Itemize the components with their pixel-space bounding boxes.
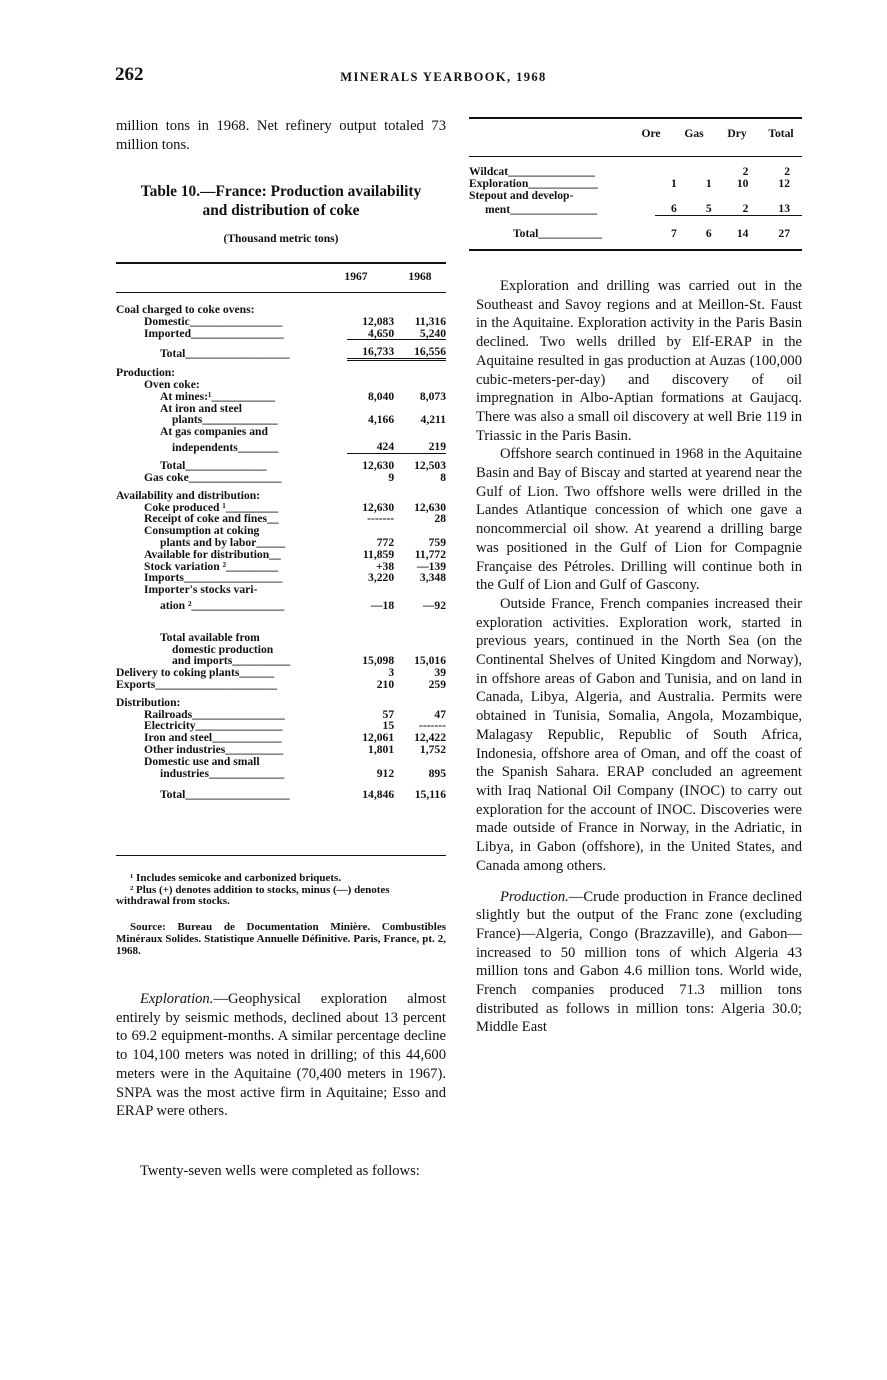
wells-row-value: 2 bbox=[742, 165, 749, 178]
wells-row-label: Wildcat_______________ bbox=[469, 165, 596, 178]
table10-row-label: Coal charged to coke ovens: bbox=[116, 304, 255, 316]
table10-value-1967: 12,630 bbox=[362, 500, 395, 514]
table10-row bbox=[116, 316, 446, 328]
table10-row-label: Other industries__________ bbox=[144, 744, 284, 756]
table10-row-label: Total______________ bbox=[160, 459, 267, 473]
wells-table bbox=[469, 166, 802, 240]
table10-row-label: Total__________________ bbox=[160, 346, 290, 360]
table10-value-1968: 759 bbox=[428, 536, 446, 550]
right-paragraph-1: Exploration and drilling was carried out in the Southeast and Savoy regions and at Meillon-St. Faust in the Aquitaine. Exploration activity in the Paris Basin declined. Two wells drilled by Elf-ERAP in the Aquitaine resulted in gas production at Auzas (100,000 cubic-meters-per-day) and discovery of oil impregnation in Albo-Aptian formations at Gaujacq. There was also a small oil discovery at well Brie 119 in Triassic in the Paris Basin. bbox=[476, 278, 802, 444]
table10-value-1968: 3,348 bbox=[419, 571, 446, 585]
table10-value-1967: ------- bbox=[367, 512, 395, 526]
table10-value-1968: 12,503 bbox=[394, 454, 446, 472]
table10-row bbox=[116, 472, 446, 484]
table10-row-label: independents_______ bbox=[172, 440, 279, 454]
table10-value-1967: 14,846 bbox=[362, 788, 395, 802]
table10-row bbox=[116, 626, 446, 644]
table10-value-1967: 3 bbox=[388, 666, 395, 680]
table10-value-1968: 47 bbox=[434, 707, 446, 721]
table10-row-label: Domestic________________ bbox=[144, 315, 283, 328]
table10-value-1968 bbox=[394, 426, 446, 438]
wells-row-value: 7 bbox=[655, 216, 681, 240]
wells-row-label: Exploration____________ bbox=[469, 176, 598, 190]
table10-value-1968: 895 bbox=[428, 766, 446, 780]
table10-row-label: Availability and distribution: bbox=[116, 489, 261, 502]
table10-row-label: Receipt of coke and fines__ bbox=[144, 513, 279, 526]
intro-paragraph: million tons in 1968. Net refinery output totaled 73 million tons. bbox=[116, 118, 446, 153]
table10-col-1968: 1968 bbox=[408, 270, 432, 283]
table10-row bbox=[116, 328, 446, 340]
wells-table-row bbox=[469, 216, 802, 240]
table10-row-label: Iron and steel____________ bbox=[144, 732, 282, 744]
table10-row bbox=[116, 667, 446, 679]
production-lead: Production. bbox=[500, 888, 569, 905]
right-paragraph-3: Outside France, French companies increased their exploration activities. Exploration work, started in previous years, continued in the North Sea (on the Continental Shelves of United Kingdom and Norway), in offshore areas of Gabon and Tunisia, and on land in Canada, Libya, Algeria, and Australia. Permits were obtained in Tunisia, Somalia, Angola, Mozambique, Malagasy Republic, Republic of South Africa, Indonesia, offshore area of Oman, and off the coast of the Spanish Sahara. ERAP concluded an agreement with Iraq National Oil Company (INOC) to carry out exploration for the account of INOC. Discoveries were made outside of France in Norway, in the Adriatic, in Libya, in Gabon (offshore), in the United States, and Canada among others. bbox=[476, 595, 802, 874]
table10-title-line1: Table 10.—France: Production availability bbox=[140, 183, 422, 200]
table10-title bbox=[116, 182, 446, 220]
table10-value-1967: 8,040 bbox=[368, 389, 395, 403]
table10-value-1968: 39 bbox=[434, 666, 446, 680]
table10-row-label: At gas companies and bbox=[160, 426, 268, 438]
wells-row-value: 5 bbox=[705, 202, 712, 216]
table10-value-1968 bbox=[394, 379, 446, 391]
wells-table-row bbox=[469, 201, 802, 215]
table10-row-label: Total__________________ bbox=[160, 788, 290, 802]
wells-row-value: 1 bbox=[705, 176, 712, 190]
right-column-text bbox=[476, 277, 802, 1037]
table10-value-1967 bbox=[347, 697, 394, 709]
table10-value-1968: 15,016 bbox=[414, 654, 446, 668]
table10-row-label: Production: bbox=[116, 367, 176, 379]
wells-row-value bbox=[752, 190, 802, 202]
wells-row-value: 2 bbox=[742, 202, 749, 216]
table10-row-label: Distribution: bbox=[116, 696, 181, 709]
table10-row-label: Total available from bbox=[160, 630, 260, 644]
table10-row bbox=[116, 744, 446, 756]
wells-row-label: Stepout and develop- bbox=[469, 188, 574, 202]
table10-value-1967: 57 bbox=[382, 707, 395, 721]
table10-value-1967: 15 bbox=[382, 719, 395, 733]
wells-table-row bbox=[469, 190, 802, 202]
table10-value-1967: 16,733 bbox=[347, 340, 394, 360]
wells-intro-paragraph: Twenty-seven wells were completed as follows: bbox=[140, 1163, 420, 1179]
table10-row bbox=[116, 720, 446, 732]
wells-row-value: 14 bbox=[716, 216, 753, 240]
table10-value-1967 bbox=[347, 379, 394, 391]
table10-value-1968 bbox=[394, 626, 446, 644]
table10-row-label: industries_____________ bbox=[160, 767, 285, 780]
table10-value-1968: 4,211 bbox=[420, 413, 446, 427]
table10-row bbox=[116, 709, 446, 721]
table10-row-label: Coke produced ¹_________ bbox=[144, 501, 279, 514]
wells-table-top-rule bbox=[469, 117, 802, 119]
wells-row-value: 10 bbox=[736, 176, 749, 190]
table10-row bbox=[116, 454, 446, 472]
table10-value-1967: 772 bbox=[376, 536, 395, 550]
table10-value-1967 bbox=[347, 426, 394, 438]
table10-row bbox=[116, 502, 446, 514]
table10-row bbox=[116, 367, 446, 379]
wells-row-value: 12 bbox=[778, 176, 790, 190]
table10-row-label: Stock variation ²_________ bbox=[144, 560, 279, 573]
table10-row bbox=[116, 513, 446, 525]
table10-row-label: ation ²________________ bbox=[160, 599, 285, 612]
table10-top-rule bbox=[116, 262, 446, 264]
running-title: MINERALS YEARBOOK, 1968 bbox=[340, 70, 547, 84]
table10-row-label: Electricity_______________ bbox=[144, 720, 283, 733]
exploration-lead: Exploration. bbox=[140, 991, 214, 1007]
table10-row bbox=[116, 438, 446, 454]
table10-value-1968: 8 bbox=[440, 471, 446, 485]
wells-col-gas: Gas bbox=[684, 127, 704, 140]
table10-row bbox=[116, 525, 446, 537]
table10-row bbox=[116, 340, 446, 360]
table10-spacer bbox=[116, 360, 446, 368]
table10-row bbox=[116, 414, 446, 426]
table10-value-1968: 5,240 bbox=[419, 326, 446, 340]
wells-row-label: ment_______________ bbox=[485, 202, 598, 216]
table10-row bbox=[116, 732, 446, 744]
table10-row-label: At iron and steel bbox=[160, 402, 242, 415]
table10-row bbox=[116, 768, 446, 780]
table10-value-1968: 259 bbox=[428, 678, 446, 692]
wells-row-value bbox=[681, 190, 716, 202]
wells-row-value: 2 bbox=[784, 165, 790, 178]
table10-value-1968 bbox=[394, 490, 446, 502]
table10-value-1967 bbox=[347, 490, 394, 502]
table10-value-1968 bbox=[394, 697, 446, 709]
table10-value-1968 bbox=[394, 367, 446, 379]
table10-row bbox=[116, 549, 446, 561]
table10-value-1967: 4,650 bbox=[368, 326, 395, 340]
table10-row-label: Railroads________________ bbox=[144, 708, 285, 721]
table10-row-label: Gas coke________________ bbox=[144, 472, 282, 484]
wells-row-value: 1 bbox=[671, 176, 677, 190]
wells-table-row bbox=[469, 178, 802, 190]
table10-value-1967: 15,098 bbox=[362, 654, 395, 668]
table10-source: Source: Bureau de Documentation Minière. Combustibles Minéraux Solides. Statistique Annuelle Définitive. Paris, France, pt. 2, 1968. bbox=[116, 921, 446, 957]
wells-table-body bbox=[469, 166, 802, 240]
table10-value-1968 bbox=[394, 756, 446, 768]
wells-col-total: Total bbox=[768, 127, 794, 140]
table10-row bbox=[116, 756, 446, 768]
table10-value-1967 bbox=[347, 584, 394, 596]
footnote-1: ¹ Includes semicoke and carbonized briquets. bbox=[130, 872, 342, 884]
table10-value-1967: +38 bbox=[375, 559, 395, 573]
table10-row bbox=[116, 644, 446, 656]
wells-table-bottom-rule bbox=[469, 249, 802, 251]
table10-row bbox=[116, 391, 446, 403]
table10-value-1967: 11,859 bbox=[362, 547, 395, 561]
table10-row-label: Importer's stocks vari- bbox=[144, 584, 258, 597]
table10 bbox=[116, 304, 446, 801]
table10-value-1967 bbox=[347, 367, 394, 379]
wells-table-header-rule bbox=[469, 156, 802, 157]
table10-title-line2: and distribution of coke bbox=[202, 202, 360, 219]
wells-table-header bbox=[469, 127, 802, 145]
table10-header-rule bbox=[116, 292, 446, 293]
wells-row-value: 13 bbox=[778, 202, 790, 216]
table10-row bbox=[116, 697, 446, 709]
table10-value-1968: ------- bbox=[418, 719, 446, 733]
table10-value-1968: 11,316 bbox=[414, 314, 446, 328]
table10-value-1968: 219 bbox=[428, 440, 446, 454]
table10-row bbox=[116, 426, 446, 438]
table10-row bbox=[116, 596, 446, 612]
table10-row-label: Delivery to coking plants______ bbox=[116, 667, 275, 680]
table10-row bbox=[116, 490, 446, 502]
table10-value-1967: 12,630 bbox=[347, 454, 394, 472]
table10-row bbox=[116, 379, 446, 391]
wells-row-value: 6 bbox=[681, 216, 716, 240]
table10-value-1967: 912 bbox=[376, 766, 395, 780]
table10-value-1967: 9 bbox=[388, 471, 395, 485]
table10-row bbox=[116, 537, 446, 549]
table10-body bbox=[116, 304, 446, 801]
table10-row-label: Imported________________ bbox=[144, 327, 284, 340]
wells-row-label: Total___________ bbox=[513, 227, 603, 241]
wells-col-ore: Ore bbox=[641, 127, 661, 140]
table10-value-1967 bbox=[347, 626, 394, 644]
wells-col-dry: Dry bbox=[727, 127, 747, 140]
table10-row bbox=[116, 783, 446, 801]
right-paragraph-4 bbox=[476, 888, 802, 1038]
wells-row-value bbox=[655, 190, 681, 202]
table10-row-label: Imports_________________ bbox=[144, 572, 283, 585]
wells-row-value: 27 bbox=[752, 216, 802, 240]
table10-row bbox=[116, 655, 446, 667]
wells-row-value bbox=[716, 190, 753, 202]
table10-row bbox=[116, 304, 446, 316]
page-number: 262 bbox=[115, 64, 144, 85]
table10-value-1968: 8,073 bbox=[419, 389, 446, 403]
table10-value-1967: —18 bbox=[370, 599, 395, 613]
table10-value-1968: 15,116 bbox=[414, 788, 446, 802]
table10-bottom-rule bbox=[116, 855, 446, 856]
table10-value-1968 bbox=[394, 584, 446, 596]
table10-row-label: Exports_____________________ bbox=[116, 679, 278, 691]
table10-value-1967: 210 bbox=[376, 678, 395, 692]
table10-value-1967: 12,083 bbox=[362, 314, 395, 328]
table10-row bbox=[116, 572, 446, 584]
footnote-2: ² Plus (+) denotes addition to stocks, minus (—) denotes withdrawal from stocks. bbox=[116, 883, 390, 907]
table10-value-1967: 12,061 bbox=[362, 731, 395, 745]
table10-spacer bbox=[116, 612, 446, 626]
table10-footnotes bbox=[116, 873, 446, 908]
table10-row-label: At mines:¹___________ bbox=[160, 390, 276, 403]
table10-row-label: Consumption at coking bbox=[144, 525, 260, 538]
table10-value-1968: 12,630 bbox=[414, 500, 446, 514]
table10-value-1968: 16,556 bbox=[394, 340, 446, 360]
table10-value-1968: 11,772 bbox=[414, 547, 446, 561]
table10-value-1968: —139 bbox=[417, 559, 446, 573]
table10-row-label: and imports__________ bbox=[172, 655, 291, 668]
table10-row-label: Domestic use and small bbox=[144, 755, 260, 768]
table10-row bbox=[116, 679, 446, 691]
table10-value-1968: —92 bbox=[422, 599, 446, 613]
table10-row-label: domestic production bbox=[172, 643, 274, 656]
production-text: —Crude production in France declined slightly but the output of the Franc zone (excluding France)—Algeria, Congo (Brazzaville), and Gabon—increased to 50 million tons of which Algeria 43 million tons and Gabon 4.6 million tons. World wide, French companies produced 71.3 million tons distributed as follows in million tons: Algeria 30.0; Middle East bbox=[476, 888, 802, 1036]
right-paragraph-2: Offshore search continued in 1968 in the Aquitaine Basin and Bay of Biscay and started at yearend near the Gulf of Lion. Two offshore wells were drilled in the Landes Atlantique concession of which one gave a noncommercial oil show. At yearend a drilling barge was positioned in the Gulf of Lion for Compagnie Française des Pétroles. Drilling will continue both in the Gulf of Lion and Gulf of Gascony. bbox=[476, 446, 802, 594]
table10-col-1967: 1967 bbox=[344, 270, 368, 283]
table10-value-1967: 424 bbox=[376, 440, 395, 454]
table10-row bbox=[116, 584, 446, 596]
table10-value-1967 bbox=[347, 756, 394, 768]
table10-value-1967: 4,166 bbox=[368, 413, 395, 427]
table10-units: (Thousand metric tons) bbox=[223, 233, 339, 245]
table10-row-label: plants and by labor_____ bbox=[160, 537, 286, 549]
table10-row-label: plants_____________ bbox=[172, 414, 278, 427]
exploration-text: —Geophysical exploration almost entirely by seismic methods, declined about 13 percent to 69.2 equipment-months. A similar percentage decline to 104,100 meters was noted in drilling; of this 44,600 meters were in the Aquitaine (70,400 meters in 1967). SNPA was the most active firm in Aquitaine; Esso and ERAP were others. bbox=[116, 991, 446, 1120]
table10-value-1968: 12,422 bbox=[414, 731, 446, 745]
table10-value-1967: 1,801 bbox=[368, 743, 395, 756]
table10-value-1968: 28 bbox=[434, 512, 446, 526]
wells-row-value: 6 bbox=[671, 202, 677, 216]
table10-value-1968: 1,752 bbox=[419, 743, 446, 756]
table10-row-label: Oven coke: bbox=[144, 378, 200, 391]
table10-value-1967: 3,220 bbox=[368, 571, 395, 585]
table10-row-label: Available for distribution__ bbox=[144, 548, 281, 561]
table10-row bbox=[116, 561, 446, 573]
exploration-paragraph bbox=[116, 990, 446, 1121]
table10-row bbox=[116, 403, 446, 415]
